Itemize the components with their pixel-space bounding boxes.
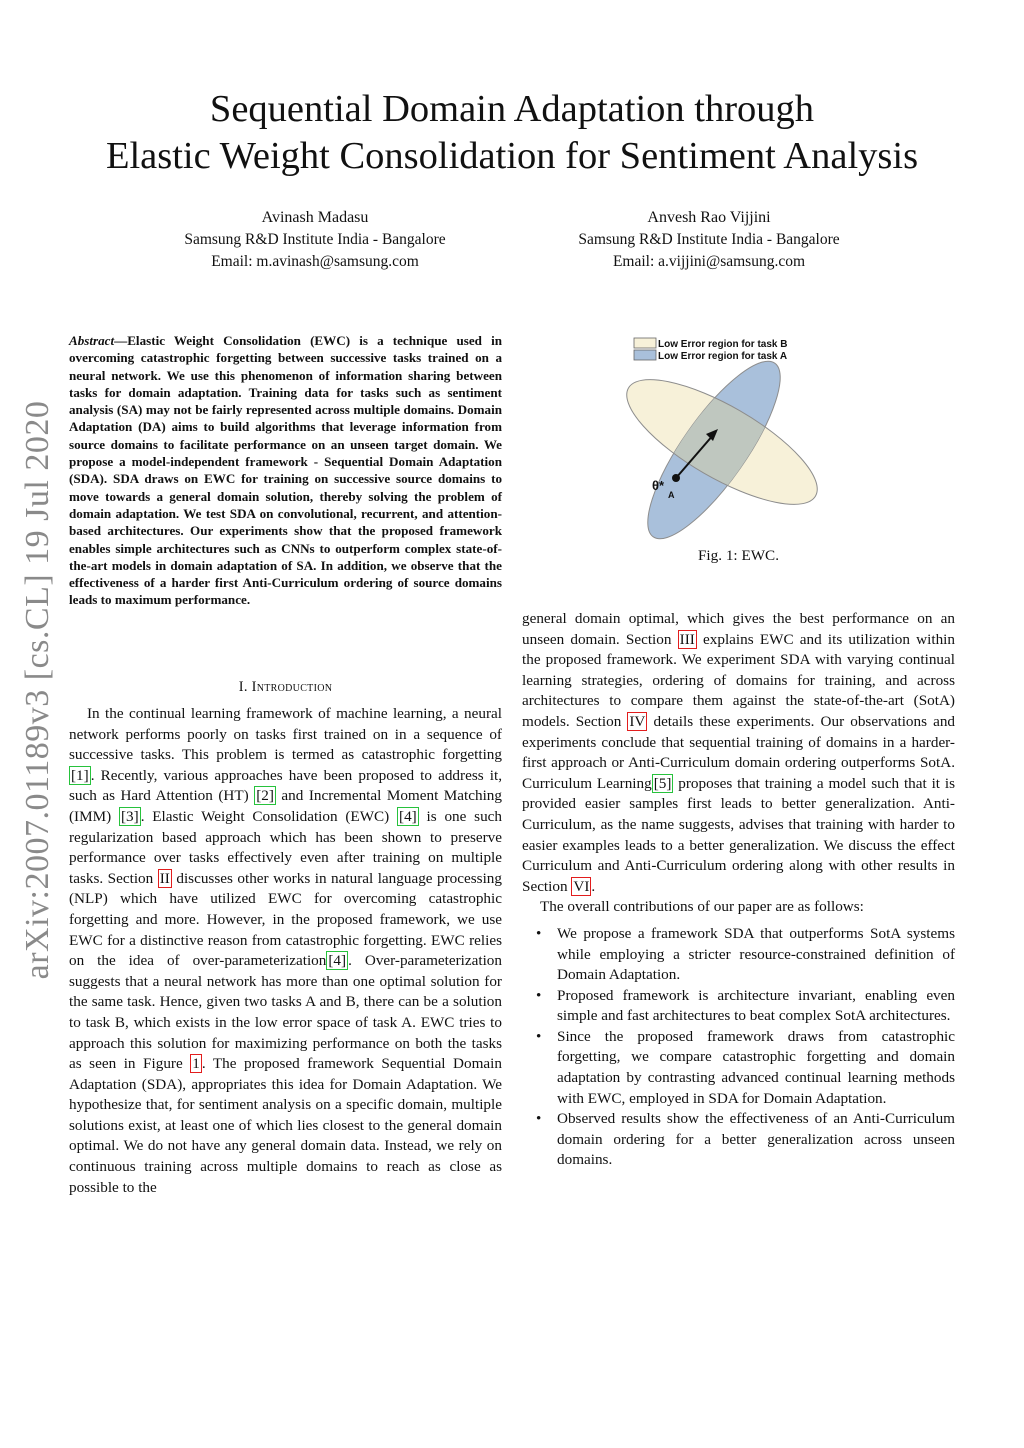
text-run: . Recently, various approaches have been proposed to address it, such as Hard Attention (HT) [69, 766, 502, 805]
bullet-icon: • [536, 1027, 542, 1045]
ewc-figure [600, 330, 860, 545]
list-item [522, 924, 955, 986]
section-link[interactable]: III [679, 630, 695, 648]
list-item [522, 1109, 955, 1171]
citation-link[interactable]: [4] [328, 952, 347, 970]
bullet-icon: • [536, 1110, 542, 1128]
text-run: general domain optimal, which gives the best performance on an unseen domain. Section [522, 610, 955, 648]
text-run: . The proposed framework Sequential Domain Adaptation (SDA), appropriates this idea for Domain Adaptation. We hypothesize that, for sentiment analysis on a specific domain, multiple solutions exist, at least one of which lies closest to the general domain optimal. We do not have any general domain data. Instead, we rely on continuous training across multiple domains to reach as close as possible to the [69, 1055, 502, 1196]
text-run: is one such regularization based approach which has been shown to preserve performance over tasks effectively even after training on multiple tasks. Section [69, 807, 502, 887]
abstract-dash: — [114, 333, 128, 348]
legend-swatch-b [634, 338, 656, 348]
title-line-1: Sequential Domain Adaptation through [209, 88, 815, 130]
list-item [522, 986, 955, 1027]
text-run: In the continual learning framework of machine learning, a neural network performs poorly on tasks first trained on in a sequence of successive tasks. This problem is termed as catastrophic forgetting [69, 705, 502, 764]
text-run: . Over-parameterization suggests that a neural network has more than one optimal solution for the same task. Hence, given two tasks A and B, there can be a solution to task B, which exists in the low error space of task A. EWC tries to approach this solution for maximizing performance on both the tasks as seen in Figure [69, 952, 502, 1073]
author-affiliation: Samsung R&D Institute India - Bangalore [578, 231, 840, 248]
theta-point [672, 474, 680, 482]
contributions-intro: The overall contributions of our paper are as follows: [540, 898, 864, 916]
abstract-text: Elastic Weight Consolidation (EWC) is a technique used in overcoming catastrophic forgetting between successive tasks trained on a neural network. We use this phenomenon of information sharing between tasks for domain adaptation. Training data for tasks such as sentiment analysis (SA) may not be fairly represented across multiple domains. Domain Adaptation (DA) aims to build algorithms that leverage information from source domains to facilitate performance on an unseen target domain. We propose a model-independent framework - Sequential Domain Adaptation (SDA). SDA draws on EWC for training on successive source domains to move towards a general domain solution, thereby solving the problem of domain adaptation. We test SDA on convolutional, recurrent, and attention-based architectures. Our experiments show that the proposed framework enables simple architectures such as CNNs to outperform complex state-of-the-art models in domain adaptation of SA. In addition, we observe that the effectiveness of a harder first Anti-Curriculum ordering of source domains leads to maximum performance. [69, 333, 502, 608]
figure-link[interactable]: 1 [192, 1055, 200, 1073]
citation-link[interactable]: [2] [256, 787, 274, 805]
abstract [69, 332, 502, 609]
theta-subscript: A [668, 490, 675, 500]
author-block-2 [509, 207, 909, 273]
author-email: Email: a.vijjini@samsung.com [612, 253, 806, 270]
text-run: proposes that training a model such that it is provided easier samples first leads to better generalization. Anti-Curriculum, as the name suggests, advises that training with harder to easier examples leads to a better generalization. We discuss the effect Curriculum and Anti-Curriculum ordering along with other results in Section [522, 774, 956, 895]
citation-link[interactable]: [1] [71, 766, 89, 784]
intro-paragraph [69, 704, 502, 1198]
section-numeral: I. [238, 679, 248, 695]
paper-title [0, 86, 1024, 180]
text-run: explains EWC and its utilization within the proposed framework. We experiment SDA with varying continual learning strategies, ordering of domains for training, and across architectures to compare them against the state-of-the-art (SotA) models. Section [522, 630, 955, 730]
legend-label-b: Low Error region for task B [658, 339, 788, 350]
section-heading-introduction [69, 678, 502, 696]
introduction-body [69, 704, 502, 1198]
right-column-body [522, 609, 955, 1171]
section-link[interactable]: VI [573, 877, 590, 895]
section-link[interactable]: IV [629, 712, 646, 730]
abstract-label: Abstract [69, 333, 115, 348]
contributions-list [522, 924, 955, 1171]
text-run: details these experiments. Our observations and experiments conclude that sequential training of domains in a harder-first approach or Anti-Curriculum domain ordering outperforms SotA. Curriculum Learning [522, 712, 956, 792]
text-run: . [591, 877, 596, 895]
section-title: Introduction [251, 679, 333, 695]
figure-caption: Fig. 1: EWC. [697, 547, 779, 564]
list-item-text: Since the proposed framework draws from catastrophic forgetting, we compare catastrophic forgetting and domain adaptation by contrasting advanced continual learning methods with EWC, employed in SDA for Domain Adaptation. [557, 1027, 955, 1107]
theta-label: θ* [652, 478, 665, 493]
text-run: . Elastic Weight Consolidation (EWC) [140, 807, 398, 825]
list-item-text: Observed results show the effectiveness of an Anti-Curriculum domain ordering for a better generalization across unseen domains. [557, 1110, 955, 1169]
text-run: discusses other works in natural language processing (NLP) which have utilized EWC for overcoming catastrophic forgetting and more. However, in the proposed framework, we use EWC for a distinctive reason from catastrophic forgetting. EWC relies on the idea of over-parameterization [69, 869, 502, 970]
author-name: Anvesh Rao Vijjini [647, 209, 771, 226]
legend-label-a: Low Error region for task A [658, 351, 788, 362]
text-run: and Incremental Moment Matching (IMM) [69, 787, 502, 825]
author-email: Email: m.avinash@samsung.com [211, 253, 419, 270]
list-item-text: We propose a framework SDA that outperforms SotA systems while employing a stricter resource-constrained definition of Domain Adaptation. [557, 924, 955, 984]
legend-swatch-a [634, 350, 656, 360]
bullet-icon: • [536, 924, 542, 942]
author-block-1 [115, 207, 515, 273]
citation-link[interactable]: [5] [653, 774, 672, 792]
citation-link[interactable]: [3] [120, 807, 139, 825]
intro-paragraph-continued [522, 609, 955, 897]
arxiv-stamp: arXiv:2007.01189v3 [cs.CL] 19 Jul 2020 [19, 400, 56, 980]
author-affiliation: Samsung R&D Institute India - Bangalore [184, 231, 446, 248]
section-link[interactable]: II [159, 869, 170, 887]
list-item [522, 1027, 955, 1109]
author-name: Avinash Madasu [261, 209, 369, 226]
list-item-text: Proposed framework is architecture invariant, enabling even simple and fast architectures to beat complex SotA architectures. [557, 986, 955, 1025]
title-line-2: Elastic Weight Consolidation for Sentiment Analysis [105, 135, 919, 177]
bullet-icon: • [536, 986, 542, 1004]
citation-link[interactable]: [4] [399, 807, 417, 825]
